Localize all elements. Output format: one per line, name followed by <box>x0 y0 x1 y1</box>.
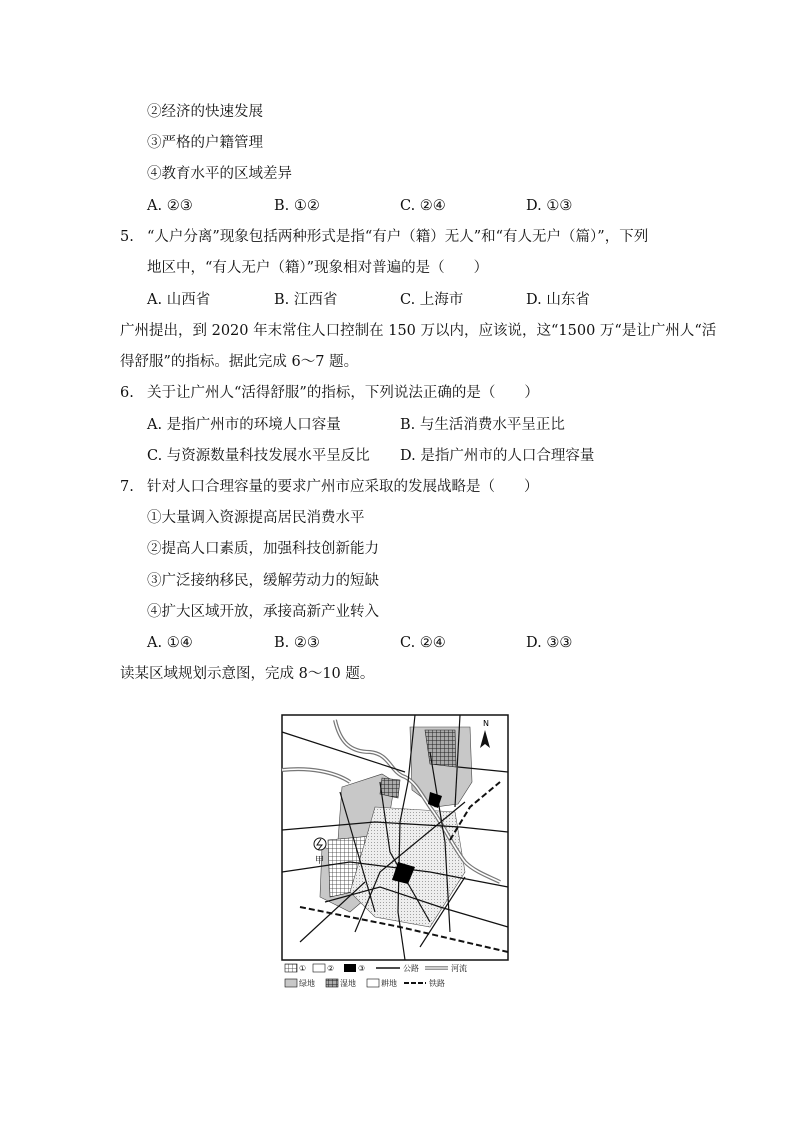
q7-item-3: ③广泛接纳移民，缓解劳动力的短缺 <box>147 573 379 589</box>
legend-swatch-wetland <box>326 979 338 987</box>
north-arrow-label: N <box>483 719 489 728</box>
legend-swatch-farmland <box>367 979 379 987</box>
q4-option-c: C. ②④ <box>400 198 446 214</box>
legend-label-green: 绿地 <box>299 979 315 988</box>
q5-option-a: A. 山西省 <box>147 292 211 308</box>
q7-number: 7. <box>120 479 134 495</box>
q7-item-1: ①大量调入资源提高居民消费水平 <box>147 510 365 526</box>
region-plan-map <box>280 712 512 994</box>
legend-swatch-green <box>285 979 297 987</box>
q5-number: 5. <box>120 229 134 245</box>
legend-label-3: ③ <box>358 964 366 973</box>
legend-label-railway: 铁路 <box>429 979 445 988</box>
q7-text: 针对人口合理容量的要求广州市应采取的发展战略是（ ） <box>147 479 539 495</box>
q5-text-line1: “人户分离”现象包括两种形式是指“有户（籍）无人”和“有人无户（篇）”，下列 <box>147 229 649 245</box>
q7-item-4: ④扩大区域开放，承接高新产业转入 <box>147 604 379 620</box>
q6-option-d: D. 是指广州市的人口合理容量 <box>400 448 595 464</box>
stem-6-7-line1: 广州提出，到 2020 年末常住人口控制在 150 万以内，应该说，这“1500 万“是让广州人“活 <box>120 323 717 339</box>
legend-label-wetland: 湿地 <box>340 979 356 988</box>
place-label-jia: 甲 <box>315 856 325 866</box>
q7-option-c: C. ②④ <box>400 635 446 651</box>
legend-swatch-1 <box>285 964 297 972</box>
q4-option-a: A. ②③ <box>147 198 193 214</box>
stem-6-7-line2: 得舒服”的指标。据此完成 6～7 题。 <box>120 354 359 370</box>
stem-8-10: 读某区域规划示意图，完成 8～10 题。 <box>120 666 375 682</box>
q5-option-b: B. 江西省 <box>274 292 338 308</box>
q6-number: 6. <box>120 385 134 401</box>
q4-item-3: ③严格的户籍管理 <box>147 135 263 151</box>
q5-option-c: C. 上海市 <box>400 292 464 308</box>
q6-option-c: C. 与资源数量科技发展水平呈反比 <box>147 448 370 464</box>
q5-option-d: D. 山东省 <box>526 292 590 308</box>
legend-swatch-3 <box>344 964 356 972</box>
q5-text-line2: 地区中，“有人无户（籍）”现象相对普遍的是（ ） <box>147 260 489 276</box>
legend-swatch-2 <box>313 964 325 972</box>
legend-label-farmland: 耕地 <box>381 979 397 988</box>
q7-option-d: D. ③③ <box>526 635 573 651</box>
q4-item-2: ②经济的快速发展 <box>147 104 263 120</box>
q7-option-a: A. ①④ <box>147 635 193 651</box>
q6-option-b: B. 与生活消费水平呈正比 <box>400 417 565 433</box>
q6-text: 关于让广州人“活得舒服”的指标，下列说法正确的是（ ） <box>147 385 539 401</box>
q7-item-2: ②提高人口素质，加强科技创新能力 <box>147 541 379 557</box>
legend-label-road: 公路 <box>403 964 419 973</box>
q7-option-b: B. ②③ <box>274 635 320 651</box>
legend-label-river: 河流 <box>451 964 467 973</box>
wetland-north <box>425 730 456 767</box>
legend-label-2: ② <box>327 964 335 973</box>
q6-option-a: A. 是指广州市的环境人口容量 <box>147 417 341 433</box>
q4-option-d: D. ①③ <box>526 198 573 214</box>
q4-option-b: B. ①② <box>274 198 320 214</box>
legend-label-1: ① <box>299 964 307 973</box>
q4-item-4: ④教育水平的区域差异 <box>147 166 292 182</box>
